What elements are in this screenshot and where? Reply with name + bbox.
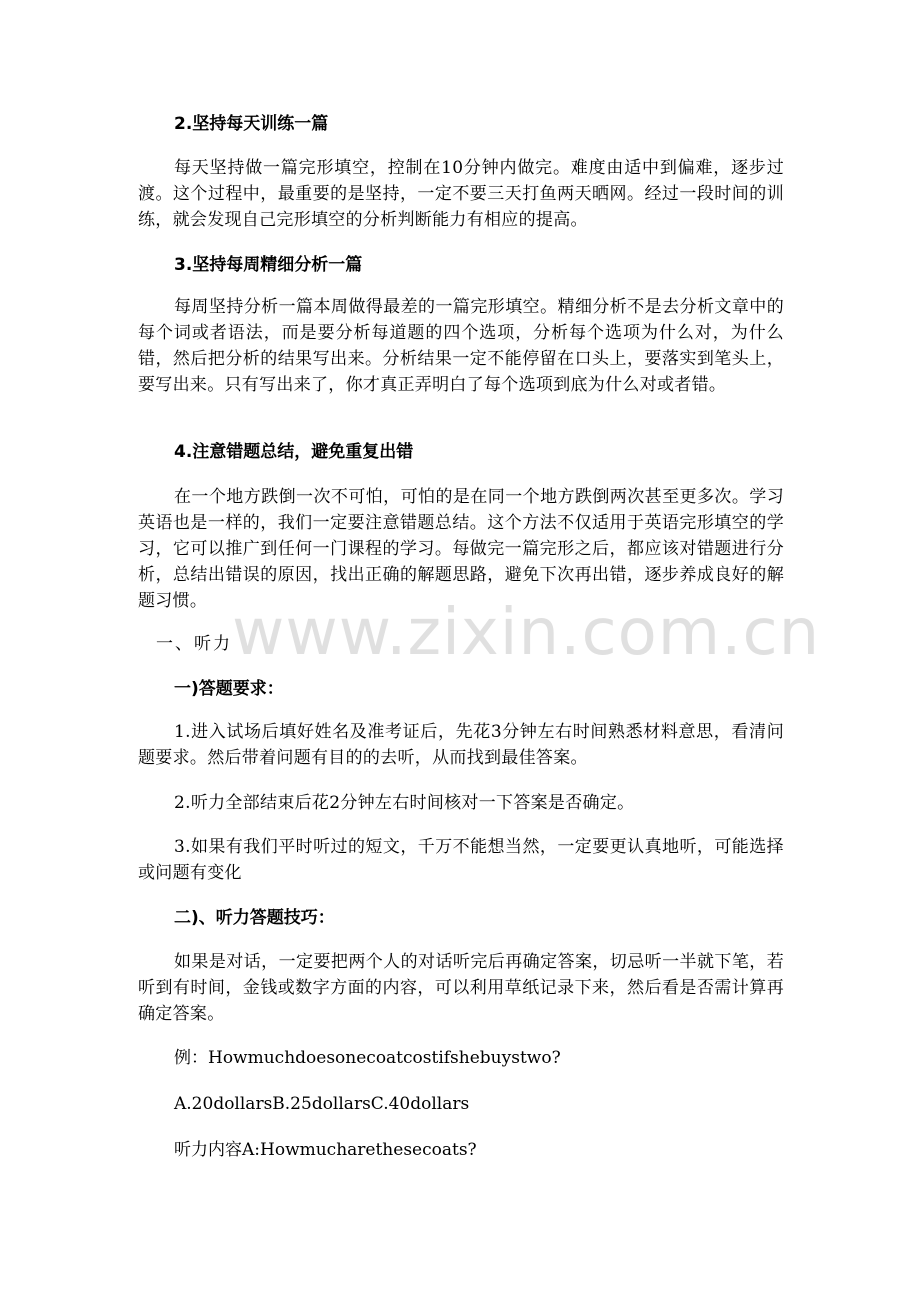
section-2-paragraph: 每天坚持做一篇完形填空，控制在10分钟内做完。难度由适中到偏难，逐步过渡。这个过程中，最重要的是坚持，一定不要三天打鱼两天晒网。经过一段时间的训练，就会发现自己完形填空的分析判断能力有相应的提高。	[138, 158, 784, 230]
section-2-heading: 2.坚持每天训练一篇	[174, 114, 329, 134]
section-4-heading: 4.注意错题总结，避免重复出错	[174, 442, 414, 462]
listening-tips-paragraph: 如果是对话，一定要把两个人的对话听完后再确定答案，切忌听一半就下笔，若听到有时间，金钱或数字方面的内容，可以利用草纸记录下来，然后看是否需计算再确定答案。	[138, 952, 784, 1024]
listening-title: 一、听力	[156, 634, 232, 654]
example-options: A.20dollarsB.25dollarsC.40dollars	[174, 1094, 470, 1114]
requirement-1: 1.进入试场后填好姓名及准考证后，先花3分钟左右时间熟悉材料意思，看清问题要求。然后带着问题有目的的去听，从而找到最佳答案。	[138, 722, 784, 768]
listening-content: 听力内容A:Howmucharethesecoats?	[174, 1140, 477, 1160]
example-question: 例：Howmuchdoesonecoatcostifshebuystwo?	[174, 1048, 561, 1068]
section-4-paragraph: 在一个地方跌倒一次不可怕，可怕的是在同一个地方跌倒两次甚至更多次。学习英语也是一样的，我们一定要注意错题总结。这个方法不仅适用于英语完形填空的学习，它可以推广到任何一门课程的学习。每做完一篇完形之后，都应该对错题进行分析，总结出错误的原因，找出正确的解题思路，避免下次再出错，逐步养成良好的解题习惯。	[138, 487, 784, 611]
section-3-paragraph: 每周坚持分析一篇本周做得最差的一篇完形填空。精细分析不是去分析文章中的每个词或者语法，而是要分析每道题的四个选项，分析每个选项为什么对，为什么错，然后把分析的结果写出来。分析结果一定不能停留在口头上，要落实到笔头上，要写出来。只有写出来了，你才真正弄明白了每个选项到底为什么对或者错。	[138, 297, 784, 395]
section-3-heading: 3.坚持每周精细分析一篇	[174, 255, 363, 275]
listening-tips-heading: 二)、听力答题技巧：	[174, 908, 335, 928]
requirement-3: 3.如果有我们平时听过的短文，千万不能想当然，一定要更认真地听，可能选择或问题有变化	[138, 837, 784, 883]
requirement-2: 2.听力全部结束后花2分钟左右时间核对一下答案是否确定。	[174, 793, 635, 813]
watermark: www.zixin.com.cn	[232, 596, 821, 670]
answer-requirements-heading: 一)答题要求：	[174, 679, 284, 699]
